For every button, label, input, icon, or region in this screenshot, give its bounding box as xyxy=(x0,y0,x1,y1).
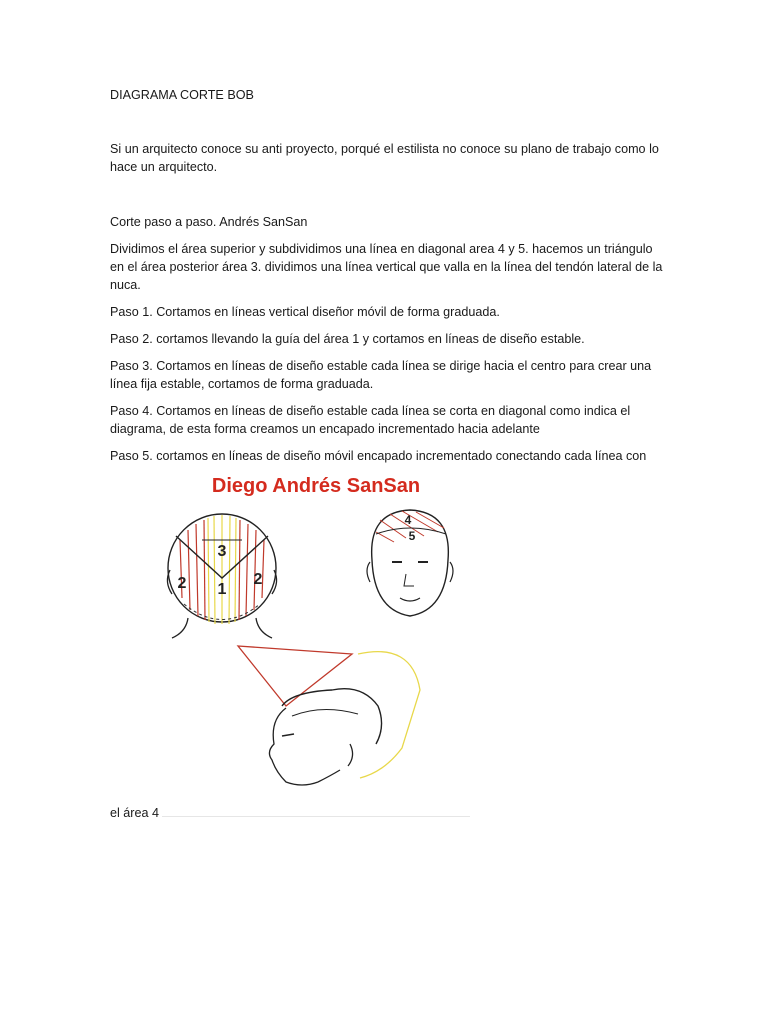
step-3: Paso 3. Cortamos en líneas de diseño estable cada línea se dirige hacia el centro para crear una línea fija estable, cortamos de forma graduada. xyxy=(110,359,652,391)
label-area-1: 1 xyxy=(217,581,227,598)
label-area-2-right: 2 xyxy=(253,571,263,588)
haircut-diagram xyxy=(162,470,470,818)
front-face-drawing xyxy=(367,510,453,616)
step-4: Paso 4. Cortamos en líneas de diseño estable cada línea se corta en diagonal como indica el diagrama, de esta forma creamos un encapado incrementado hacia adelante xyxy=(110,404,631,436)
step-2: Paso 2. cortamos llevando la guía del área 1 y cortamos en líneas de diseño estable. xyxy=(110,332,585,346)
intro-paragraph: Si un arquitecto conoce su anti proyecto, porqué el estilista no conoce su plano de trabajo como lo hace un arquitecto. xyxy=(110,142,659,174)
method-paragraph: Dividimos el área superior y subdividimos una línea en diagonal area 4 y 5. hacemos un triángulo en el área posterior área 3. dividimos una línea vertical que valla en la línea del tendón lateral de la nuca. xyxy=(110,242,663,292)
step-5: Paso 5. cortamos en líneas de diseño móvil encapado incrementado conectando cada línea con xyxy=(110,449,647,463)
back-head-drawing xyxy=(167,514,276,638)
continuation-text: el área 4 xyxy=(110,806,160,820)
side-profile-drawing xyxy=(238,646,420,785)
step-1: Paso 1. Cortamos en líneas vertical diseñor móvil de forma graduada. xyxy=(110,305,500,319)
document-title: DIAGRAMA CORTE BOB xyxy=(110,88,254,102)
label-area-4: 4 xyxy=(404,513,412,527)
label-area-3: 3 xyxy=(217,543,227,560)
label-area-5: 5 xyxy=(408,529,416,543)
label-area-2-left: 2 xyxy=(177,575,187,592)
image-bottom-rule xyxy=(162,816,470,817)
section-subtitle: Corte paso a paso. Andrés SanSan xyxy=(110,215,308,229)
diagram-banner: Diego Andrés SanSan xyxy=(211,475,421,497)
